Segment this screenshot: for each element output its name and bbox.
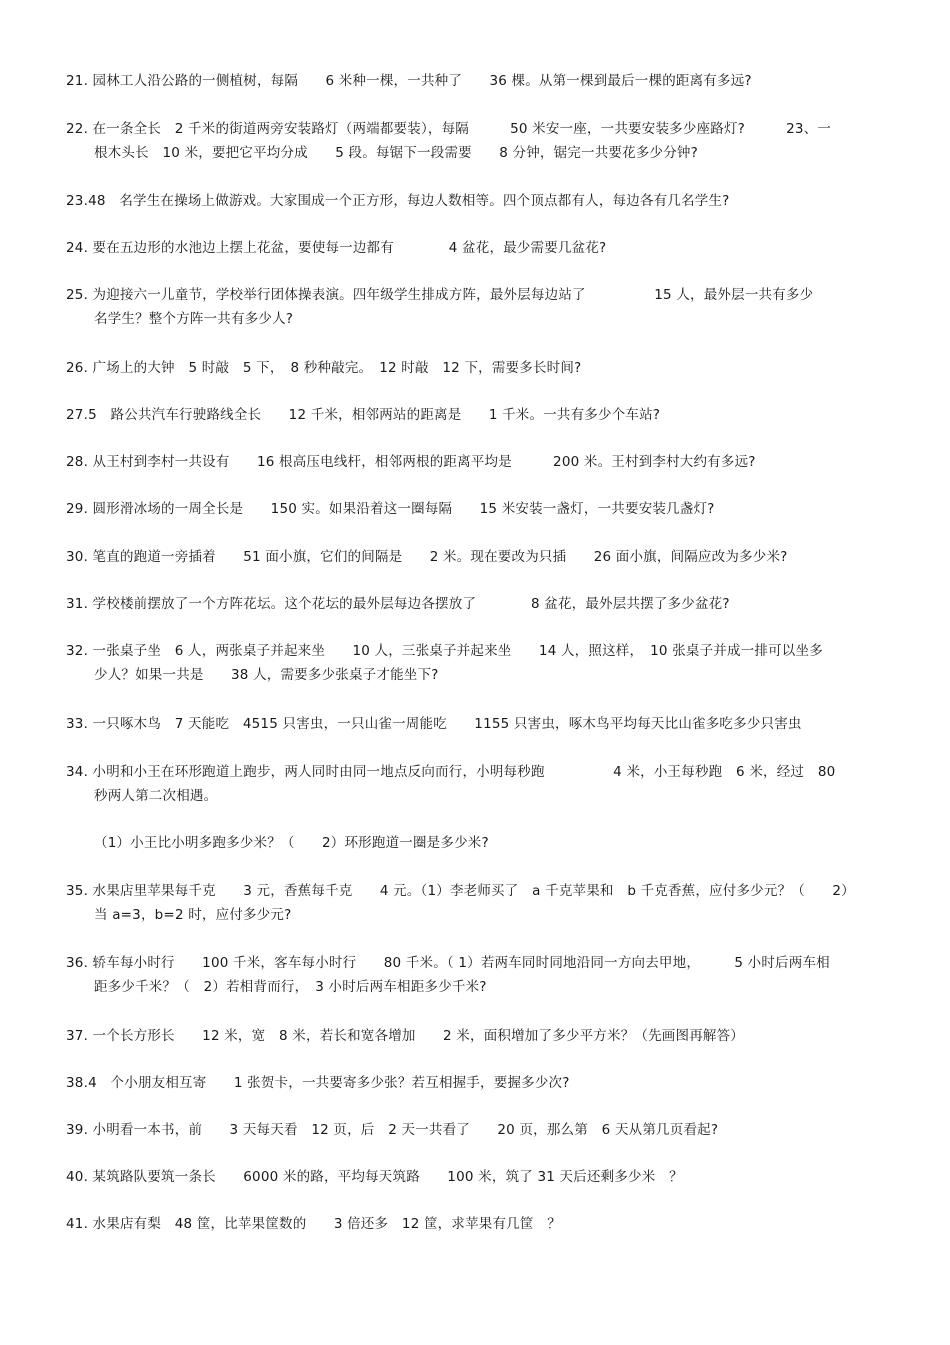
question-27 (66, 403, 886, 427)
question-23 (66, 189, 886, 213)
question-line: 22. 在一条全长 2 千米的街道两旁安装路灯（两端都要装），每隔 50 米安一座，一共要安装多少座路灯? 23、一 (66, 121, 832, 137)
question-31 (66, 592, 886, 616)
question-line: 根木头长 10 米，要把它平均分成 5 段。每锯下一段需要 8 分钟，锯完一共要花多少分钟? (94, 145, 698, 161)
question-line: 25. 为迎接六一儿童节，学校举行团体操表演。四年级学生排成方阵，最外层每边站了 15 人，最外层一共有多少 (66, 287, 814, 303)
question-line: 36. 轿车每小时行 100 千米，客车每小时行 80 千米。（ 1）若两车同时同地沿同一方向去甲地， 5 小时后两车相 (66, 955, 830, 971)
question-36 (66, 951, 886, 999)
question-line: 33. 一只啄木鸟 7 天能吃 4515 只害虫，一只山雀一周能吃 1155 只害虫，啄木鸟平均每天比山雀多吃多少只害虫 (66, 716, 802, 732)
question-line: 24. 要在五边形的水池边上摆上花盆，要使每一边都有 4 盆花，最少需要几盆花? (66, 240, 607, 256)
question-35 (66, 879, 886, 927)
question-24 (66, 236, 886, 260)
question-30 (66, 545, 886, 569)
question-41 (66, 1212, 886, 1236)
question-33 (66, 712, 886, 736)
question-line: （1）小王比小明多跑多少米？（ 2）环形跑道一圈是多少米? (94, 835, 489, 851)
question-line: 23.48 名学生在操场上做游戏。大家围成一个正方形，每边人数相等。四个顶点都有人，每边各有几名学生? (66, 193, 730, 209)
question-37 (66, 1024, 886, 1048)
question-26 (66, 356, 886, 380)
question-line: 34. 小明和小王在环形跑道上跑步，两人同时由同一地点反向而行，小明每秒跑 4 米，小王每秒跑 6 米，经过 80 (66, 764, 836, 780)
question-line: 秒两人第二次相遇。 (94, 788, 218, 804)
question-28 (66, 450, 886, 474)
question-line: 30. 笔直的跑道一旁插着 51 面小旗，它们的间隔是 2 米。现在要改为只插 26 面小旗，间隔应改为多少米? (66, 549, 788, 565)
question-line: 名学生？整个方阵一共有多少人? (94, 311, 294, 327)
question-line: 40. 某筑路队要筑一条长 6000 米的路，平均每天筑路 100 米，筑了 31 天后还剩多少米 ？ (66, 1169, 683, 1185)
question-line: 21. 园林工人沿公路的一侧植树，每隔 6 米种一棵，一共种了 36 棵。从第一棵到最后一棵的距离有多远? (66, 73, 752, 89)
question-40 (66, 1165, 886, 1189)
question-39 (66, 1118, 886, 1142)
question-29 (66, 497, 886, 521)
question-34 (66, 760, 886, 808)
question-line: 少人？如果一共是 38 人，需要多少张桌子才能坐下? (94, 667, 439, 683)
question-line: 距多少千米？（ 2）若相背而行， 3 小时后两车相距多少千米? (94, 979, 487, 995)
question-line: 37. 一个长方形长 12 米，宽 8 米，若长和宽各增加 2 米，面积增加了多少平方米？（先画图再解答） (66, 1028, 744, 1044)
question-line: 26. 广场上的大钟 5 时敲 5 下， 8 秒种敲完。 12 时敲 12 下，需要多长时间? (66, 360, 582, 376)
question-22 (66, 117, 886, 165)
question-38 (66, 1071, 886, 1095)
question-line: 32. 一张桌子坐 6 人，两张桌子并起来坐 10 人，三张桌子并起来坐 14 人，照这样， 10 张桌子并成一排可以坐多 (66, 643, 823, 659)
question-line: 39. 小明看一本书，前 3 天每天看 12 页，后 2 天一共看了 20 页，那么第 6 天从第几页看起? (66, 1122, 719, 1138)
question-line: 27.5 路公共汽车行驶路线全长 12 千米，相邻两站的距离是 1 千米。一共有多少个车站? (66, 407, 661, 423)
question-line: 28. 从王村到李村一共设有 16 根高压电线杆，相邻两根的距离平均是 200 米。王村到李村大约有多远? (66, 454, 756, 470)
question-34-subparts (94, 831, 914, 855)
question-line: 31. 学校楼前摆放了一个方阵花坛。这个花坛的最外层每边各摆放了 8 盆花，最外层共摆了多少盆花? (66, 596, 730, 612)
question-line: 29. 圆形滑冰场的一周全长是 150 实。如果沿着这一圈每隔 15 米安装一盏灯，一共要安装几盏灯? (66, 501, 715, 517)
question-line: 35. 水果店里苹果每千克 3 元，香蕉每千克 4 元。（1）李老师买了 a 千克苹果和 b 千克香蕉，应付多少元？（ 2） (66, 883, 855, 899)
question-32 (66, 639, 886, 687)
question-line: 38.4 个小朋友相互寄 1 张贺卡，一共要寄多少张？若互相握手，要握多少次? (66, 1075, 570, 1091)
question-line: 41. 水果店有梨 48 筐，比苹果筐数的 3 倍还多 12 筐，求苹果有几筐 ？ (66, 1216, 561, 1232)
question-25 (66, 283, 886, 331)
question-line: 当 a=3，b=2 时，应付多少元? (94, 907, 292, 923)
question-21 (66, 69, 886, 93)
